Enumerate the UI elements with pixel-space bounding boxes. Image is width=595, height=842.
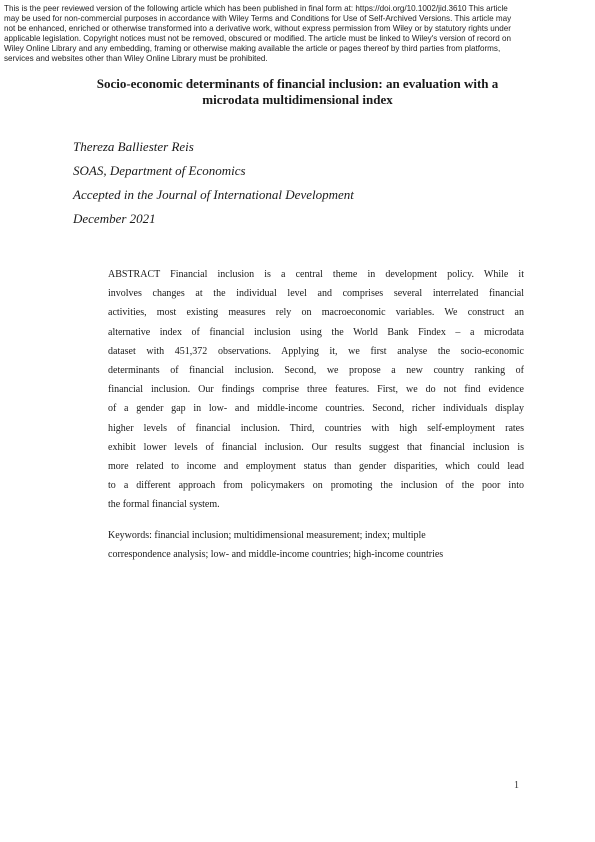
abstract bbox=[108, 265, 524, 514]
author-affiliation: SOAS, Department of Economics bbox=[73, 163, 246, 178]
title-line: microdata multidimensional index bbox=[202, 92, 393, 107]
abstract-line: to a different approach from policymakers on promoting the inclusion of the poor into bbox=[108, 480, 524, 492]
abstract-line: the formal financial system. bbox=[108, 499, 220, 511]
publication-date: December 2021 bbox=[73, 211, 156, 226]
publication-status: Accepted in the Journal of International Development bbox=[73, 187, 354, 202]
abstract-line: higher levels of financial inclusion. Third, countries with high self-employment rates bbox=[108, 422, 524, 434]
paper-title bbox=[60, 76, 535, 108]
abstract-line: activities, most existing measures rely on macroeconomic variables. We construct an bbox=[108, 307, 524, 319]
abstract-line: more related to income and employment status than gender disparities, which could lead bbox=[108, 460, 524, 472]
abstract-line: exhibit lower levels of financial inclusion. Our results suggest that financial inclusion is bbox=[108, 441, 524, 453]
notice-line: Wiley Online Library and any embedding, framing or otherwise making available the article or pages thereof by third parties from platforms, bbox=[4, 44, 501, 53]
notice-line: applicable legislation. Copyright notices must not be removed, obscured or modified. The article must be linked to Wiley's version of record on bbox=[4, 34, 512, 43]
keywords bbox=[108, 526, 524, 564]
copyright-notice bbox=[4, 4, 592, 64]
abstract-line: of a gender gap in low- and middle-income countries. Second, richer individuals display bbox=[108, 403, 524, 415]
notice-line: may be used for non-commercial purposes in accordance with Wiley Terms and Conditions for Use of Self-Archived Versions. This article may bbox=[4, 14, 512, 23]
title-line: Socio-economic determinants of financial inclusion: an evaluation with a bbox=[96, 76, 499, 91]
keywords-line: Keywords: financial inclusion; multidimensional measurement; index; multiple bbox=[108, 530, 426, 541]
page-number: 1 bbox=[514, 780, 519, 791]
notice-line: not be enhanced, enriched or otherwise transformed into a derivative work, without express permission from Wiley or by statutory rights under bbox=[4, 24, 511, 33]
notice-line: services and websites other than Wiley Online Library must be prohibited. bbox=[4, 54, 268, 63]
abstract-line: determinants of financial inclusion. Second, we propose a new country ranking of bbox=[108, 364, 524, 376]
abstract-line: financial inclusion. Our findings comprise three features. First, we do not find evidence bbox=[108, 384, 524, 396]
abstract-line: ABSTRACT Financial inclusion is a central theme in development policy. While it bbox=[108, 269, 524, 280]
abstract-line: alternative index of financial inclusion using the World Bank Findex – a microdata bbox=[108, 326, 524, 338]
abstract-line: dataset with 451,372 observations. Applying it, we first analyse the socio-economic bbox=[108, 345, 524, 357]
author-name: Thereza Balliester Reis bbox=[73, 139, 194, 154]
notice-line: This is the peer reviewed version of the following article which has been published in final form at: https://doi.org/10.1002/jid.3610 This article bbox=[4, 4, 508, 13]
abstract-line: involves changes at the individual level and comprises several interrelated financial bbox=[108, 288, 524, 300]
keywords-line: correspondence analysis; low- and middle-income countries; high-income countries bbox=[108, 549, 444, 561]
author-block bbox=[73, 135, 533, 231]
